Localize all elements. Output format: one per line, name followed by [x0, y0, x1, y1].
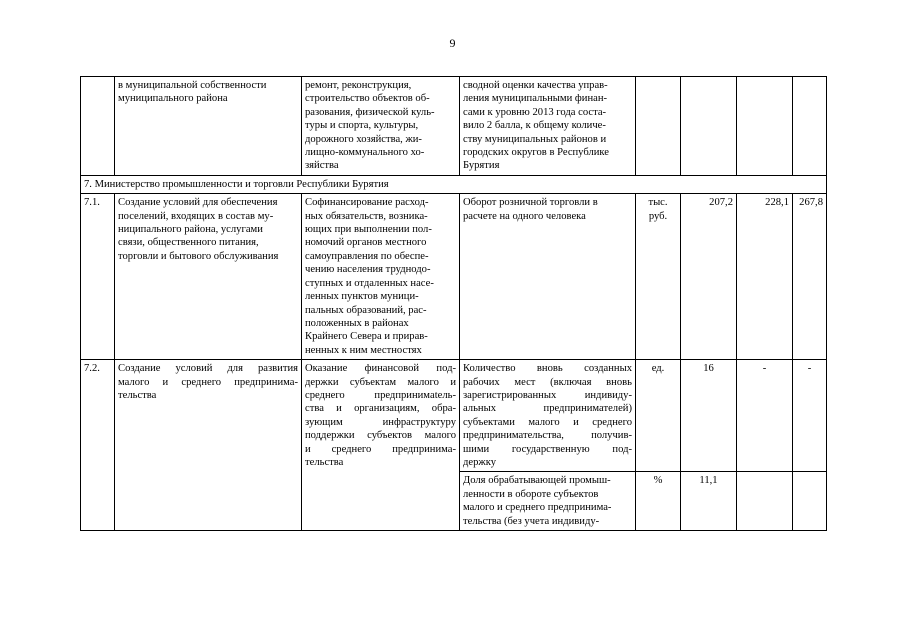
cell-value-2	[737, 77, 793, 176]
continuation-row	[81, 77, 827, 176]
cell-value-2: -	[737, 360, 793, 472]
cell-value-3: -	[793, 360, 827, 472]
cell-indicator: Оборот розничной торговли в расчете на одного человека	[460, 194, 636, 360]
cell-indicator: сводной оценки качества управ- ления муниципальными финан- сами к уровню 2013 года соста- вило 2 балла, к общему количе- ству муниципальных районов и городских округов в Республике Бурятия	[460, 77, 636, 176]
cell-unit: ед.	[636, 360, 681, 472]
cell-value-3	[793, 77, 827, 176]
cell-goal: Создание условий для развития малого и среднего предпринима- тельства	[115, 360, 302, 531]
cell-value-3: 267,8	[793, 194, 827, 360]
table-row	[81, 360, 827, 472]
section-row	[81, 175, 827, 193]
cell-goal: в муниципальной собственности муниципального района	[115, 77, 302, 176]
cell-indicator: Количество вновь созданных рабочих мест (включая вновь зарегистрированных индивиду- альных предпринимателей) субъектами малого и среднего предпринимательства, получив- шими государственную под- держку	[460, 360, 636, 472]
cell-unit: %	[636, 472, 681, 531]
row-number: 7.2.	[81, 360, 115, 531]
cell-value-1: 207,2	[681, 194, 737, 360]
cell-value-1	[681, 77, 737, 176]
cell-value-2	[737, 472, 793, 531]
cell-value-2: 228,1	[737, 194, 793, 360]
cell-measure: Софинансирование расход- ных обязательств, возника- ющих при выполнении пол- номочий органов местного самоуправления по обеспе- чению населения труднодо- ступных и отдаленных насе- ленных пунктов муници- пальных образований, рас- положенных в районах Крайнего Севера и прирав- ненных к ним местностях	[302, 194, 460, 360]
cell-indicator: Доля обрабатывающей промыш- ленности в обороте субъектов малого и среднего предпринима- тельства (без учета индивиду-	[460, 472, 636, 531]
row-number: 7.1.	[81, 194, 115, 360]
cell-value-1: 11,1	[681, 472, 737, 531]
page-number: 9	[449, 36, 456, 50]
cell-num	[81, 77, 115, 176]
cell-goal: Создание условий для обеспечения поселений, входящих в состав му- ниципального района, услугами связи, общественного питания, торговли и бытового обслуживания	[115, 194, 302, 360]
program-table	[80, 76, 827, 531]
cell-value-3	[793, 472, 827, 531]
cell-measure: ремонт, реконструкция, строительство объектов об- разования, физической куль- туры и спорта, культуры, дорожного хозяйства, жи- лищно-коммунального хо- зяйства	[302, 77, 460, 176]
table-row	[81, 194, 827, 360]
cell-unit	[636, 77, 681, 176]
section-title: 7. Министерство промышленности и торговли Республики Бурятия	[81, 175, 827, 193]
cell-unit: тыс. руб.	[636, 194, 681, 360]
cell-measure: Оказание финансовой под- держки субъектам малого и среднего предпринимatель- ства и организациям, обра- зующим инфраструктуру поддержки субъектов малого и среднего предпринима- тельства	[302, 360, 460, 531]
cell-value-1: 16	[681, 360, 737, 472]
